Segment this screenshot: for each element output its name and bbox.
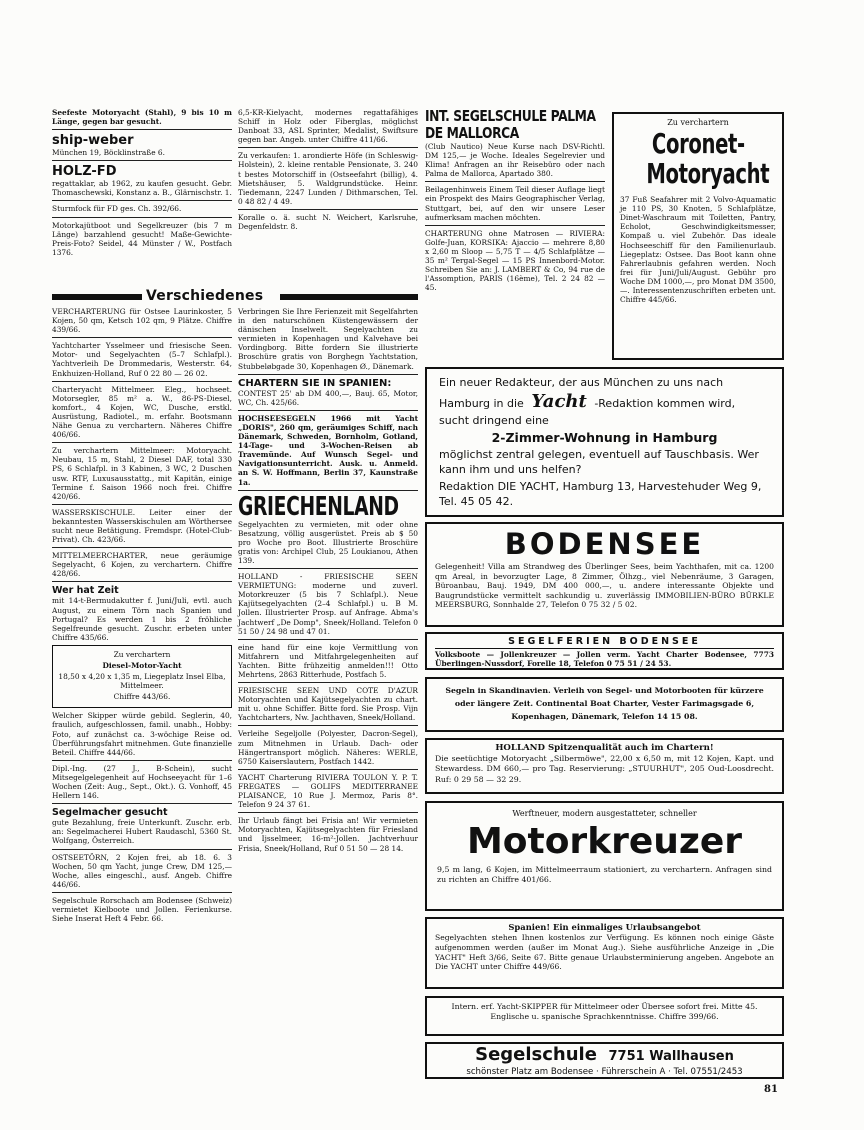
skandinavien-text: Segeln in Skandinavien. Verleih von Segel- und Motorbooten für kürzere oder längere Zeit. Continental Boat Charter, Vester Farimagsgade 6, Kopenhagen, Dänemark, Telefon 14 15 08. [445, 686, 764, 721]
divider [52, 892, 232, 893]
ad-griechenland: Segelyachten zu vermieten, mit oder ohne Besatzung, völlig ausgerüstet. Preis ab $ 50 pro Woche pro Boot. Illustrierte Broschüre gratis von: Archipel Club, 25 Loukianou, Athen 139. [238, 519, 418, 565]
ad-beilagenhinweis: Beilagenhinweis Einem Teil dieser Auflage liegt ein Prospekt des Mairs Geographischer Verlag, Stuttgart, bei, auf den wir unsere Leser aufmerksam machen möchten. [425, 185, 605, 222]
ad-box-diesel-motor-yacht [52, 645, 232, 708]
ad-heading-holz-fd: HOLZ-FD [52, 164, 117, 180]
ad-zu-verchartern-mittelmeer: Zu verchartern Mittelmeer: Motoryacht. Neubau, 15 m, Stahl, 2 Diesel DAF, total 330 PS, 6 Schlafpl. in 3 Kabinen, 3 WC, 2 Duschen usw. RTF, Luxusausstattg., mit Kapitän, einige Termine f. Saison 1966 noch frei. Chiffre 420/66. [52, 446, 232, 501]
redakteur-line-2a: Hamburg in die [439, 397, 524, 410]
column-1-lower [52, 307, 232, 925]
coronet-text: 37 Fuß Seafahrer mit 2 Volvo-Aquamatic je 110 PS, 30 Knoten, 5 Schlafplätze, Dinet-Waschraum mit Toiletten, Pantry, Echolot, Geschwindigkeitsmesser, Kompaß u. viel Zubehör. Das ideale Hochseeschiff für den Familienurlaub. Liegeplatz: Ostsee. Das Boot kann ohne Fahrerlaubnis gefahren werden. Noch frei für Juni/Juli/August. Gebühr pro Woche DM 1000,—, pro Monat DM 3500,—. Interessentenzuschriften erbeten unt. Chiffre 445/66. [620, 195, 776, 305]
divider [52, 200, 232, 201]
segelschule-text: schönster Platz am Bodensee · Führerschein A · Tel. 07551/2453 [466, 1067, 743, 1077]
divider [52, 442, 232, 443]
ad-motoryacht-wanted: Seefeste Motoryacht (Stahl), 9 bis 10 m Länge, gegen bar gesucht. [52, 108, 232, 127]
ad-heading-griechenland [238, 491, 418, 522]
redakteur-line-3: sucht dringend eine [439, 414, 549, 427]
ad-kielyacht: 6,5-KR-Kielyacht, modernes regattafähiges Schiff in Holz oder Fiberglas, möglichst Danboat 33, ASL Sprinter, Medalist, Swiftsure gegen bar. Angeb. unter Chiffre 411/66. [238, 108, 418, 145]
coronet-title-2: Motoryacht [646, 157, 770, 191]
ad-welcher-skipper: Welcher Skipper würde gebild. Seglerin, 40, fraulich, aufgeschlossen, famil. unabh., Hobby: Foto, auf zunächst ca. 3-wöchige Reise od. Überführungsfahrt mitnehmen. Gute finanzielle Beteil. Chiffre 444/66. [52, 711, 232, 757]
divider [52, 160, 232, 161]
divider [52, 217, 232, 218]
section-bar-right [280, 294, 418, 300]
divider [52, 547, 232, 548]
section-bar-left [52, 294, 142, 300]
ad-yachtcharter-ysselmeer: Yachtcharter Ysselmeer und friesische Seen. Motor- und Segelyachten (5–7 Schlafpl.). Yachtverleih De Drommedaris, Westerstr. 64, Enkhuizen-Holland, Ruf 0 22 80 — 26 02. [52, 341, 232, 378]
divider [238, 682, 418, 683]
divider [52, 581, 232, 582]
divider [238, 639, 418, 640]
divider [52, 337, 232, 338]
ad-heading-ship-weber: ship-weber [52, 133, 134, 149]
ad-ship-weber: München 19, Böcklinstraße 6. [52, 148, 165, 158]
ad-frisia: Ihr Urlaub fängt bei Frisia an! Wir vermieten Motoryachten, Kajütsegelyachten für Friesland und Ijsselmeer, 16-m²-Jollen. Jachtverhuur Frisia, Sneek/Holland, Ruf 0 51 50 — 28 14. [238, 816, 418, 853]
skipper-text: Intern. erf. Yacht-SKIPPER für Mittelmeer oder Übersee sofort frei. Mitte 45. Englische u. spanische Sprachkenntnisse. Chiffre 399/66. [451, 1002, 758, 1021]
section-header-verschiedenes [52, 290, 418, 304]
ad-verleihe-segeljolle: Verleihe Segeljolle (Polyester, Dacron-Segel), zum Mitnehmen in Urlaub. Dach- oder Hängertransport möglich. Näheres: WERLE, 6750 Kaiserslautern, Postfach 1442. [238, 729, 418, 766]
ad-segelschule-rorschach: Segelschule Rorschach am Bodensee (Schweiz) vermietet Kielboote und Jollen. Ferienkurse. Siehe Inserat Heft 4 Febr. 66. [52, 895, 232, 924]
redakteur-line-5: möglichst zentral gelegen, eventuell auf Tauschbasis. Wer kann ihm und uns helfen? [439, 448, 759, 476]
ad-box-urlaub [425, 917, 784, 989]
ad-holz-fd: regattaklar, ab 1962, zu kaufen gesucht. Gebr. Thomaschewski, Konstanz a. B., Glärnischstr. 1. [52, 179, 232, 198]
ad-box-segelferien [425, 632, 784, 670]
ad-spanien: CONTEST 25' ab DM 400,—, Bauj. 65, Motor, WC, Ch. 425/66. [238, 388, 418, 407]
griechenland-title: GRIECHENLAND [238, 491, 399, 522]
box-line: Diesel-Motor-Yacht [102, 661, 182, 670]
ad-heading-spanien: CHARTERN SIE IN SPANIEN: [238, 377, 392, 389]
divider [425, 225, 605, 226]
divider [238, 769, 418, 770]
divider [238, 490, 418, 491]
ad-koralle: Koralle o. ä. sucht N. Weichert, Karlsruhe, Degenfeldstr. 8. [238, 212, 418, 232]
box-line: Zu verchartern [113, 649, 171, 659]
segelferien-title: SEGELFERIEN BODENSEE [435, 636, 774, 649]
box-line: 18,50 x 4,20 x 1,35 m, Liegeplatz Insel Elba, Mittelmeer. [58, 672, 226, 691]
holland-text: Die seetüchtige Motoryacht „Silbermöwe", 22,00 x 6,50 m, mit 12 Kojen, Kapt. und Stewardess. DM 660,— pro Tag. Reservierung: „STUURHUT", 205 Oud-Loosdrecht. Ruf: 0 29 58 — 32 29. [435, 754, 774, 784]
column-2-lower [238, 307, 418, 855]
ad-zu-verkaufen: Zu verkaufen: 1. arondierte Höfe (in Schleswig-Holstein), 2. kleine rentable Pensionate, 3. 240 t bestes Motorschiff in (Ostseefahrt (billig), 4. Mietshäuser, 5. Waldgrundstücke. Heinr. Tiedemann, 2247 Lunden / Dithmarschen, Tel. 0 48 82 / 4 49. [238, 151, 418, 206]
divider [238, 147, 418, 148]
ad-motorkajuetboot: Motorkajütboot und Segelkreuzer (bis 7 m Länge) barzahlend gesucht! Maße-Gewichte-Preis-Foto? Seidel, 44 Münster / W., Postfach 1376. [52, 220, 232, 257]
redakteur-line-2 [439, 391, 770, 412]
divider [52, 760, 232, 761]
ad-heading-segelmacher: Segelmacher gesucht [52, 807, 168, 819]
divider [52, 381, 232, 382]
motorkreuzer-title: Motorkreuzer [466, 821, 743, 862]
ad-charterung-riviera-korsika: CHARTERUNG ohne Matrosen — RIVIERA: Golfe-Juan, KORSIKA: Ajaccio — mehrere 8,80 x 2,60 m Sloop — 5,75 T — 4/5 Schlafplätze — 35 m² Tergal-Segel — 15 PS Innenbord-Motor. Schreiben Sie an: J. LAMBERT & Co, 94 rue de l'Assomption, PARIS (16ème), Tel. 2 24 82 — 45. [425, 228, 605, 293]
ad-box-segelschule-wallhausen [425, 1042, 784, 1079]
box-line: Chiffre 443/66. [113, 692, 171, 702]
ad-box-redakteur [425, 367, 784, 517]
bodensee-text: Gelegenheit! Villa am Strandweg des Überlinger Sees, beim Yachthafen, mit ca. 1200 qm Areal, in bevorzugter Lage, 8 Zimmer, Ölhzg., viel Nebenräume, 3 Garagen, Büroanbau, Bauj. 1949, DM 400 000,—, u. andere interessante Objekte und Baugrundstücke vermittelt sachkundig u. zuverlässig IMMOBILIEN-BÜRO BÜRKLE MEERSBURG, Sonnhalde 27, Telefon 0 75 32 / 5 02. [435, 562, 774, 610]
divider [238, 812, 418, 813]
ad-dipl-ing: Dipl.-Ing. (27 J., B-Schein), sucht Mitsegelgelegenheit auf Hochseeyacht für 1–6 Wochen (Zeit: Aug., Sept., Okt.). G. Vonhoff, 45 Hellern 146. [52, 763, 232, 801]
urlaub-text: Segelyachten stehen Ihnen kostenlos zur Verfügung. Es können noch einige Gäste aufgenommen werden (außer im Monat Aug.). Siehe ausführliche Anzeige in „Die YACHT" Heft 3/66, Seite 67. Bitte genaue Urlaubsterminierung angeben. Angebote an Die YACHT unter Chiffre 449/66. [435, 933, 774, 972]
segelferien-text: Volksboote — Jollenkreuzer — Jollen verm. Yacht Charter Bodensee, 7773 Überlingen-Nussdorf, Forelle 18, Telefon 0 75 51 / 24 53. [435, 650, 774, 669]
ad-daenemark: Verbringen Sie Ihre Ferienzeit mit Segelfahrten in den naturschönen Küstengewässern der dänischen Inselwelt. Segelyachten zu vermieten in Kopenhagen und Kalvehave bei Vordingborg. Bitte fordern Sie illustrierte Broschüre gratis von Borghegn Yachtstation, Stubbeløbgade 30, Kopenhagen Ø., Dänemark. [238, 307, 418, 371]
divider [52, 803, 232, 804]
ad-box-skandinavien [425, 677, 784, 732]
ad-charteryacht-mittelmeer: Charteryacht Mittelmeer. Eleg., hochseet. Motorsegler, 85 m² a. W., 86-PS-Diesel, komfort., 4 Kojen, WC, Dusche, erstkl. Ausrüstung, Radiotel., m. erfahr. Bootsmann Nähe Genua zu verchartern. Näheres Chiffre 406/66. [52, 384, 232, 440]
bodensee-title: BODENSEE [504, 527, 705, 561]
ad-palma: (Club Nautico) Neue Kurse nach DSV-Richtl. DM 125,— je Woche. Ideales Segelrevier und Klima! Anfragen an ihr Reisebüro oder nach Palma de Mallorca, Apartado 380. [425, 142, 605, 179]
section-title: Verschiedenes [146, 288, 264, 304]
ad-yacht-charterung-riviera: YACHT Charterung RIVIERA TOULON Y. P. T. FREGATES — GOLIFS MEDITERRANEE PLAISANCE, 10 Rue J. Mermoz, Paris 8°. Telefon 9 24 37 61. [238, 772, 418, 810]
ad-hochseesegeln: HOCHSEESEGELN 1966 mit Yacht „DORIS", 260 qm, geräumiges Schiff, nach Dänemark, Schweden, Bornholm, Gotland, 14-Tage- und 3-Wochen-Reisen ab Travemünde. Auf Wunsch Segel- und Navigationsunterricht. Ausk. u. Anmeld. an S. W. Hoffmann, Berlin 37, Kaunstraße 1a. [238, 413, 418, 487]
divider [52, 849, 232, 850]
ad-ostseetoern: OSTSEETÖRN, 2 Kojen frei, ab 18. 6. 3 Wochen, 50 qm Yacht, junge Crew, DM 125,— Woche, alles eingeschl., ausf. Angeb. Chiffre 446/66. [52, 852, 232, 889]
divider [238, 374, 418, 375]
divider [238, 209, 418, 210]
redakteur-line-6: Redaktion DIE YACHT, Hamburg 13, Harvestehuder Weg 9, Tel. 45 05 42. [439, 480, 762, 508]
ad-mittelmeercharter: MITTELMEERCHARTER, neue geräumige Segelyacht, 6 Kojen, zu verchartern. Chiffre 428/66. [52, 551, 232, 579]
divider [238, 410, 418, 411]
column-2 [238, 108, 418, 233]
coronet-title-2-wrap [620, 159, 776, 191]
ad-heading-wer-hat-zeit: Wer hat Zeit [52, 585, 119, 597]
divider [238, 725, 418, 726]
redakteur-line-2b: -Redaktion kommen wird, [594, 397, 736, 410]
segelschule-title-line [435, 1045, 774, 1067]
segelschule-place: 7751 Wallhausen [608, 1049, 734, 1064]
motorkreuzer-text: 9,5 m lang, 6 Kojen, im Mittelmeerraum stationiert, zu verchartern. Anfragen sind zu richten an Chiffre 401/66. [437, 865, 772, 884]
divider [238, 568, 418, 569]
yacht-logo: Yacht [531, 391, 587, 412]
ad-box-skipper [425, 996, 784, 1036]
ad-holland-friesische-seen: HOLLAND - FRIESISCHE SEEN VERMIETUNG: moderne und zuverl. Motorkreuzer (5 bis 7 Schlafpl.). Neue Kajütsegelyachten (2–4 Schlafpl.) u. B M. Jollen. Illustrierter Prosp. auf Anfrage. Abma's Jachtwerf „De Domp", Sneek/Holland. Telefon 0 51 50 / 24 98 und 47 01. [238, 572, 418, 636]
coronet-title-1-wrap [620, 129, 776, 159]
palma-title: INT. SEGELSCHULE PALMA DE MALLORCA [425, 107, 596, 142]
divider [52, 129, 232, 130]
divider [52, 504, 232, 505]
divider [425, 181, 605, 182]
ad-box-motorkreuzer [425, 801, 784, 911]
redakteur-line-1: Ein neuer Redakteur, der aus München zu uns nach [439, 376, 724, 389]
ad-vercharterung-ostsee: VERCHARTERUNG für Ostsee Laurinkoster, 5 Kojen, 50 qm, Ketsch 102 qm, 9 Plätze. Chiffre 439/66. [52, 307, 232, 335]
ad-segelmacher: gute Bezahlung, freie Unterkunft. Zuschr. erb. an: Segelmacherei Hubert Raudaschl, 5360 St. Wolfgang, Österreich. [52, 818, 232, 846]
ad-wer-hat-zeit: mit 14-t-Bermudakutter f. Juni/Juli, evtl. auch August, zu einem Törn nach Spanien und Portugal? Es werden 1 bis 2 fröhliche Segelfreunde gesucht. Zuschr. erbeten unter Chiffre 435/66. [52, 596, 232, 642]
segelschule-title: Segelschule [475, 1044, 597, 1065]
coronet-top: Zu verchartern [667, 118, 729, 127]
ad-wasserskischule: WASSERSKISCHULE. Leiter einer der bekanntesten Wasserskischulen am Wörthersee sucht neue Betätigung. Fremdspr. (Hotel-Club-Privat). Ch. 423/66. [52, 507, 232, 545]
ad-eine-hand-fuer-eine-koje: eine hand für eine koje Vermittlung von Mitfahrern und Mitfahrgelegenheiten auf Yachten. Bitte frühzeitig anmelden!!! Otto Mehrtens, 2863 Ritterhude, Postfach 5. [238, 642, 418, 679]
redakteur-headline: 2-Zimmer-Wohnung in Hamburg [491, 430, 718, 445]
coronet-title-1: Coronet- [651, 127, 745, 161]
ad-box-holland [425, 738, 784, 794]
column-1 [52, 108, 232, 259]
ad-box-coronet [612, 112, 784, 360]
ad-friesische-seen-cote-dazur: FRIESISCHE SEEN UND COTE D'AZUR Motoryachten und Kajütsegelyachten zu chart. mit u. ohne Schiffer. Bitte ford. Sie Prosp. Vijn Yachtcharters, Nw. Jachthaven, Sneek/Holland. [238, 686, 418, 723]
ad-heading-palma [425, 108, 605, 142]
ad-sturmfock: Sturmfock für FD ges. Ch. 392/66. [52, 204, 182, 214]
urlaub-title: Spanien! Ein einmaliges Urlaubsangebot [508, 922, 701, 932]
holland-title: HOLLAND Spitzenqualität auch im Chartern! [495, 743, 714, 753]
motorkreuzer-top: Werftneuer, modern ausgestatteter, schneller [512, 809, 697, 818]
page-number: 81 [764, 1084, 778, 1095]
column-3 [425, 108, 605, 294]
ad-box-bodensee [425, 522, 784, 627]
